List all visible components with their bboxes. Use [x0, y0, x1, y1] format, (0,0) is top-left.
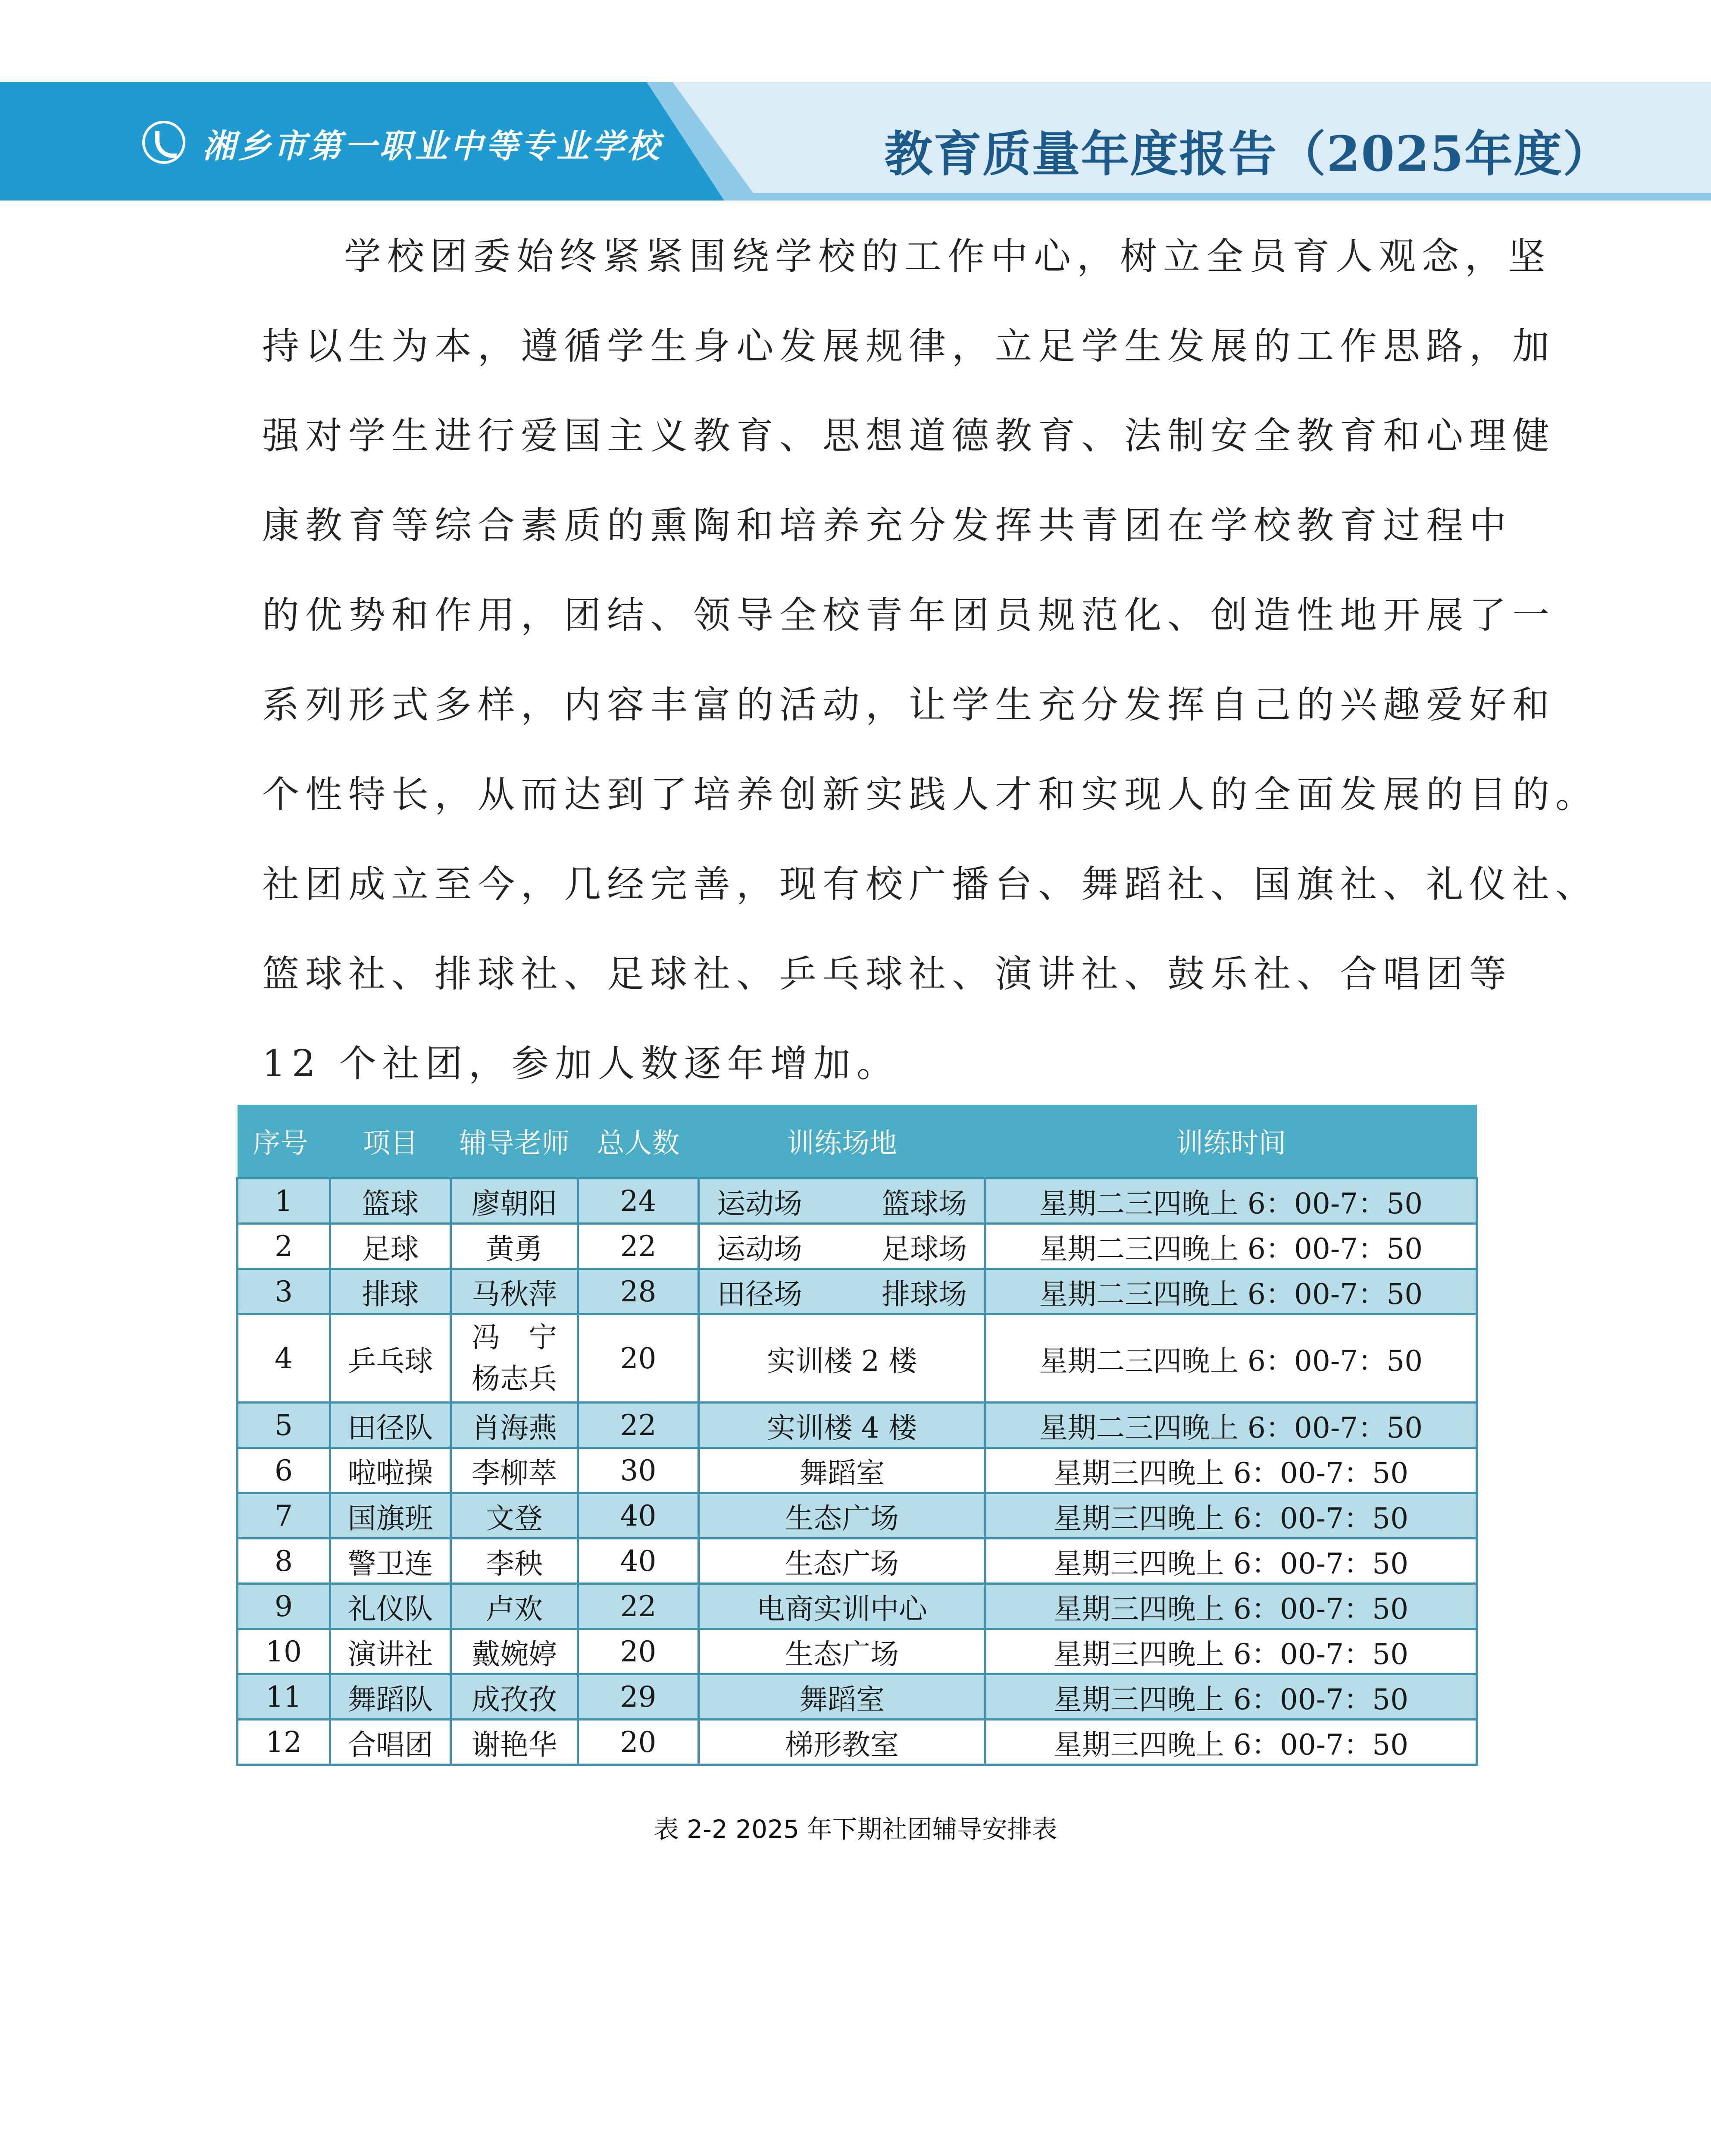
cell-location: 梯形教室: [699, 1720, 985, 1765]
cell-teacher: 肖海燕: [451, 1403, 578, 1448]
cell-no: 6: [238, 1448, 330, 1493]
club-schedule-table-wrapper: [236, 1105, 1476, 1766]
table-row: [238, 1314, 1477, 1403]
body-line: 12 个社团，参加人数逐年增加。: [262, 1042, 900, 1085]
school-name: 湘乡市第一职业中等专业学校: [203, 127, 662, 165]
cell-teacher: 成孜孜: [451, 1674, 578, 1720]
table-row: [238, 1269, 1477, 1314]
table-row: [238, 1539, 1477, 1584]
cell-count: 24: [578, 1178, 699, 1224]
table-caption: 表 2-2 2025 年下期社团辅导安排表: [654, 1814, 1057, 1844]
cell-count: 40: [578, 1493, 699, 1539]
cell-teacher: 李秧: [451, 1539, 578, 1584]
cell-item: 国旗班: [330, 1493, 451, 1539]
cell-location: 生态广场: [699, 1539, 985, 1584]
cell-teacher: 文登: [451, 1493, 578, 1539]
header-cell-teacher: 辅导老师: [451, 1105, 578, 1178]
header-cell-count: 总人数: [578, 1105, 699, 1178]
header-cell-time: 训练时间: [985, 1105, 1477, 1178]
table-row: [238, 1178, 1477, 1224]
cell-count: 22: [578, 1584, 699, 1629]
cell-location: 实训楼 4 楼: [699, 1403, 985, 1448]
cell-time: 星期三四晚上 6：00-7：50: [985, 1584, 1477, 1629]
cell-teacher: 卢欢: [451, 1584, 578, 1629]
cell-item: 警卫连: [330, 1539, 451, 1584]
cell-no: 2: [238, 1224, 330, 1269]
table-row: [238, 1674, 1477, 1720]
cell-time: 星期三四晚上 6：00-7：50: [985, 1539, 1477, 1584]
cell-location: 舞蹈室: [699, 1448, 985, 1493]
cell-time: 星期二三四晚上 6：00-7：50: [985, 1178, 1477, 1224]
header-cell-no: 序号: [238, 1105, 330, 1178]
cell-location: 实训楼 2 楼: [699, 1314, 985, 1403]
table-row: [238, 1629, 1477, 1674]
cell-item: 合唱团: [330, 1720, 451, 1765]
cell-no: 11: [238, 1674, 330, 1720]
report-title: 教育质量年度报告（2025年度）: [884, 126, 1612, 182]
cell-teacher: 戴婉婷: [451, 1629, 578, 1674]
cell-count: 22: [578, 1403, 699, 1448]
body-line: 社团成立至今，几经完善，现有校广播台、舞蹈社、国旗社、礼仪社、: [262, 863, 1598, 906]
cell-location: 生态广场: [699, 1629, 985, 1674]
table-row: [238, 1224, 1477, 1269]
cell-no: 9: [238, 1584, 330, 1629]
cell-teacher: 马秋萍: [451, 1269, 578, 1314]
club-schedule-table: [236, 1105, 1478, 1766]
cell-count: 20: [578, 1720, 699, 1765]
body-line: 强对学生进行爱国主义教育、思想道德教育、法制安全教育和心理健: [262, 414, 1555, 458]
cell-no: 1: [238, 1178, 330, 1224]
location-area: 田径场: [717, 1277, 802, 1311]
page-header: [0, 82, 1711, 201]
header-cell-item: 项目: [330, 1105, 451, 1178]
teacher-name: 冯 宁: [472, 1321, 557, 1354]
cell-location: [699, 1178, 985, 1224]
cell-no: 7: [238, 1493, 330, 1539]
location-venue: 篮球场: [882, 1187, 967, 1220]
cell-time: 星期三四晚上 6：00-7：50: [985, 1629, 1477, 1674]
cell-count: 29: [578, 1674, 699, 1720]
table-row: [238, 1584, 1477, 1629]
body-line: 学校团委始终紧紧围绕学校的工作中心，树立全员育人观念，坚: [344, 235, 1551, 278]
cell-item: 篮球: [330, 1178, 451, 1224]
cell-teacher: 谢艳华: [451, 1720, 578, 1765]
cell-time: 星期三四晚上 6：00-7：50: [985, 1493, 1477, 1539]
table-row: [238, 1493, 1477, 1539]
body-line: 篮球社、排球社、足球社、乒乓球社、演讲社、鼓乐社、合唱团等: [262, 953, 1512, 996]
body-line: 个性特长，从而达到了培养创新实践人才和实现人的全面发展的目的。: [262, 773, 1598, 816]
cell-teacher: 黄勇: [451, 1224, 578, 1269]
cell-item: 啦啦操: [330, 1448, 451, 1493]
cell-location: [699, 1269, 985, 1314]
location-area: 运动场: [717, 1232, 802, 1266]
cell-item: 排球: [330, 1269, 451, 1314]
cell-location: 电商实训中心: [699, 1584, 985, 1629]
cell-item: 田径队: [330, 1403, 451, 1448]
cell-no: 10: [238, 1629, 330, 1674]
cell-count: 20: [578, 1314, 699, 1403]
location-venue: 排球场: [882, 1277, 967, 1311]
table-row: [238, 1403, 1477, 1448]
cell-time: 星期三四晚上 6：00-7：50: [985, 1720, 1477, 1765]
body-line: 的优势和作用，团结、领导全校青年团员规范化、创造性地开展了一: [262, 594, 1555, 637]
cell-count: 28: [578, 1269, 699, 1314]
cell-time: 星期二三四晚上 6：00-7：50: [985, 1403, 1477, 1448]
cell-no: 5: [238, 1403, 330, 1448]
cell-location: 生态广场: [699, 1493, 985, 1539]
cell-time: 星期二三四晚上 6：00-7：50: [985, 1269, 1477, 1314]
cell-teacher: 李柳萃: [451, 1448, 578, 1493]
cell-item: 足球: [330, 1224, 451, 1269]
cell-item: 演讲社: [330, 1629, 451, 1674]
body-paragraph: [262, 224, 1598, 1121]
body-line: 康教育等综合素质的熏陶和培养充分发挥共青团在学校教育过程中: [262, 504, 1512, 547]
cell-item: 舞蹈队: [330, 1674, 451, 1720]
cell-time: 星期二三四晚上 6：00-7：50: [985, 1224, 1477, 1269]
cell-count: 20: [578, 1629, 699, 1674]
body-line: 持以生为本，遵循学生身心发展规律，立足学生发展的工作思路，加: [262, 325, 1555, 368]
cell-no: 8: [238, 1539, 330, 1584]
header-cell-location: 训练场地: [699, 1105, 985, 1178]
header-bottom-line: [724, 193, 1711, 201]
cell-item: 礼仪队: [330, 1584, 451, 1629]
cell-item: 乒乓球: [330, 1314, 451, 1403]
cell-count: 40: [578, 1539, 699, 1584]
cell-location: 舞蹈室: [699, 1674, 985, 1720]
cell-no: 4: [238, 1314, 330, 1403]
cell-count: 22: [578, 1224, 699, 1269]
location-area: 运动场: [717, 1187, 802, 1220]
table-row: [238, 1720, 1477, 1765]
cell-teacher: [451, 1314, 578, 1403]
table-row: [238, 1448, 1477, 1493]
body-line: 系列形式多样，内容丰富的活动，让学生充分发挥自己的兴趣爱好和: [262, 683, 1555, 727]
cell-no: 12: [238, 1720, 330, 1765]
cell-no: 3: [238, 1269, 330, 1314]
cell-time: 星期二三四晚上 6：00-7：50: [985, 1314, 1477, 1403]
cell-count: 30: [578, 1448, 699, 1493]
location-venue: 足球场: [882, 1232, 967, 1266]
cell-location: [699, 1224, 985, 1269]
cell-time: 星期三四晚上 6：00-7：50: [985, 1674, 1477, 1720]
cell-teacher: 廖朝阳: [451, 1178, 578, 1224]
cell-time: 星期三四晚上 6：00-7：50: [985, 1448, 1477, 1493]
table-header-row: [238, 1105, 1477, 1178]
teacher-name: 杨志兵: [472, 1362, 557, 1395]
school-logo-icon: [142, 121, 185, 164]
